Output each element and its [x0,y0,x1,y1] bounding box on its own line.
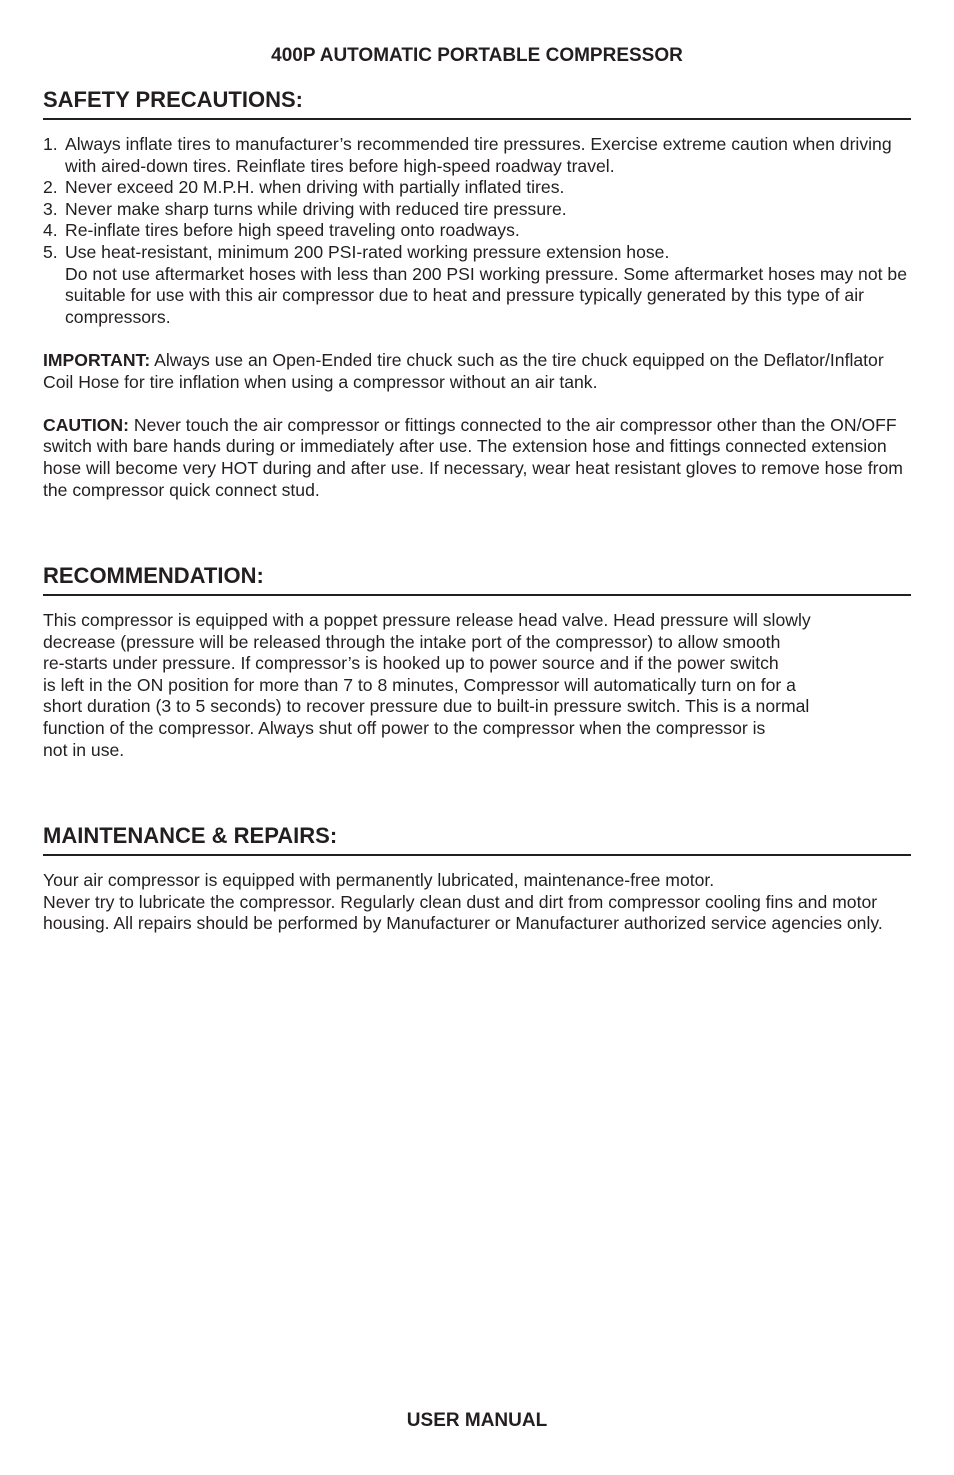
text-line: not in use. [43,739,125,760]
recommendation-text [43,610,911,761]
text-line: short duration (3 to 5 seconds) to recover pressure due to built-in pressure switch. This is a normal [43,696,810,717]
caution-text: Never touch the air compressor or fittings connected to the air compressor other than the ON/OFF switch with bare hands during or immediately after use. The extension hose and fittings connected extension hose will become very HOT during and after use. If necessary, wear heat resistant gloves to remove hose from the compressor quick connect stud. [43,414,903,500]
safety-heading: SAFETY PRECAUTIONS: [43,86,911,120]
list-item [43,220,911,242]
safety-section [43,86,911,519]
text-line: Your air compressor is equipped with permanently lubricated, maintenance-free motor. [43,870,715,890]
maintenance-text [43,870,911,935]
list-number: 4. [43,220,58,241]
list-item [43,242,911,328]
recommendation-section [43,562,911,761]
important-note [43,350,911,393]
important-text: Always use an Open-Ended tire chuck such as the tire chuck equipped on the Deflator/Inflator Coil Hose for tire inflation when using a compressor without an air tank. [43,349,884,392]
list-item [43,134,911,177]
list-number: 3. [43,198,58,219]
list-item [43,177,911,199]
list-extra-text: Do not use aftermarket hoses with less than 200 PSI working pressure. Some aftermarket hoses may not be suitable for use with this air compressor due to heat and pressure typically generated by this type of air compressors. [65,263,907,327]
caution-note [43,415,911,501]
list-text: Always inflate tires to manufacturer’s recommended tire pressures. Exercise extreme caution when driving with aired-down tires. Reinflate tires before high-speed roadway travel. [65,134,892,176]
list-number: 2. [43,177,58,198]
caution-label: CAUTION: [43,414,130,435]
text-line: re-starts under pressure. If compressor’s is hooked up to power source and if the power switch [43,653,779,674]
list-item [43,199,911,221]
footer-label: USER MANUAL [406,1410,548,1431]
list-text: Use heat-resistant, minimum 200 PSI-rated working pressure extension hose. [65,241,670,262]
text-line: decrease (pressure will be released through the intake port of the compressor) to allow smooth [43,631,781,652]
text-line: is left in the ON position for more than 7 to 8 minutes, Compressor will automatically turn on for a [43,674,796,695]
list-text: Never make sharp turns while driving with reduced tire pressure. [65,198,567,219]
list-number: 5. [43,241,58,262]
important-label: IMPORTANT: [43,349,151,370]
text-line: Never try to lubricate the compressor. Regularly clean dust and dirt from compressor cooling fins and motor housing. All repairs should be performed by Manufacturer or Manufacturer authorized service agencies only. [43,891,883,934]
maintenance-heading: MAINTENANCE & REPAIRS: [43,822,911,856]
page-title: 400P AUTOMATIC PORTABLE COMPRESSOR [271,45,683,66]
list-text: Re-inflate tires before high speed traveling onto roadways. [65,220,520,241]
recommendation-heading: RECOMMENDATION: [43,562,911,596]
list-number: 1. [43,134,58,154]
list-text: Never exceed 20 M.P.H. when driving with partially inflated tires. [65,177,565,198]
text-line: function of the compressor. Always shut off power to the compressor when the compressor is [43,717,766,738]
safety-list [43,134,911,328]
text-line: This compressor is equipped with a poppet pressure release head valve. Head pressure will slowly [43,610,811,630]
maintenance-section [43,822,911,935]
list-text-block [65,242,911,328]
